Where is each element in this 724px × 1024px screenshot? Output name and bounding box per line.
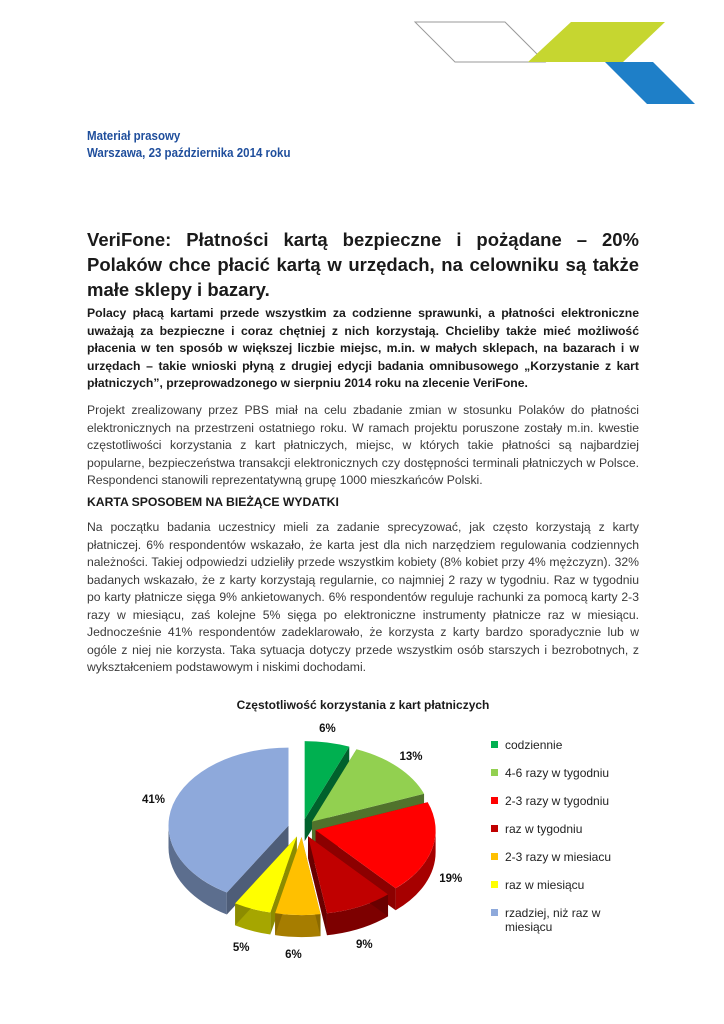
pie-slice-wall [275, 913, 320, 937]
legend-label: codziennie [505, 738, 563, 752]
pie-data-label: 6% [319, 722, 336, 735]
pie-data-label: 6% [285, 948, 302, 961]
body-paragraph-1: Projekt zrealizowany przez PBS miał na celu zbadanie zmian w stosunku Polaków do płatności elektronicznych na przestrzeni ostatniego roku. W ramach projektu poruszone zostały m.in. kwestie częstotliwości korzystania z kart płatniczych, miejsc, w których takie płatności są najbardziej popularne, bezpieczeństwa transakcji elektronicznych czy dostępności terminali płatniczych w Polsce. Respondenci stanowili reprezentatywną grupę 1000 mieszkańców Polski. [87, 403, 639, 487]
legend-label: rzadziej, niż raz w miesiącu [505, 906, 601, 934]
logo-green-shape [528, 22, 665, 62]
legend-label: 2-3 razy w miesiacu [505, 850, 612, 864]
pie-chart [87, 688, 639, 978]
press-release-meta [87, 128, 308, 162]
pie-data-label: 13% [399, 750, 423, 763]
legend-swatch [491, 741, 498, 748]
body-paragraph-2: Na początku badania uczestnicy mieli za zadanie sprecyzować, jak często korzystają z karty płatniczej. 6% respondentów wskazało, że karta jest dla nich narzędziem regulowania codziennych należności. Takiej odpowiedzi udzieliły przede wszystkim kobiety (8% kobiet przy 4% mężczyzn). 32% badanych wskazało, że z karty korzystają regularnie, co najmniej 2 razy w tygodniu. Raz w tygodniu po karty płatnicze sięga 9% ankietowanych. 6% respondentów reguluje rachunki za pomocą karty 2-3 razy w miesiącu, zaś kolejne 5% sięga po elektroniczne instrumenty płatnicze raz w miesiącu. Jednocześnie 41% respondentów zadeklarowało, że korzysta z karty bardzo sporadycznie lub w ogóle z niej nie korzysta. Taka sytuacja dotyczy przede wszystkim osób starszych i bezrobotnych, z wykształceniem podstawowym i niskimi dochodami. [87, 520, 639, 674]
doc-type: Materiał prasowy [87, 129, 181, 143]
legend-swatch [491, 825, 498, 832]
section-heading: KARTA SPOSOBEM NA BIEŻĄCE WYDATKI [87, 495, 339, 509]
logo-outline-shape [415, 22, 545, 62]
legend-label: raz w tygodniu [505, 822, 583, 836]
legend-item [491, 794, 631, 822]
legend-item [491, 822, 631, 850]
pie-data-label: 9% [356, 939, 373, 952]
legend-item [491, 878, 631, 906]
chart-title: Częstotliwość korzystania z kart płatniczych [236, 698, 490, 712]
pie-data-label: 41% [141, 794, 165, 807]
legend-label: raz w miesiącu [505, 878, 585, 892]
legend-swatch [491, 769, 498, 776]
legend-item [491, 906, 631, 934]
legend-item [491, 738, 631, 766]
legend-swatch [491, 797, 498, 804]
verifone-logo [405, 20, 705, 115]
lead-paragraph: Polacy płacą kartami przede wszystkim za codzienne sprawunki, a płatności elektroniczne uważają za bezpieczne i coraz chętniej z nich korzystają. Chcieliby także mieć możliwość płacenia w ten sposób w większej liczbie miejsc, m.in. w małych sklepach, na bazarach i w urzędach – takie wnioski płyną z drugiej edycji badania omnibusowego „Korzystanie z kart płatniczych”, przeprowadzonego w sierpniu 2014 roku na zlecenie VeriFone. [87, 306, 639, 391]
legend-swatch [491, 853, 498, 860]
chart-legend [491, 738, 631, 934]
legend-swatch [491, 909, 498, 916]
pie-data-label: 19% [439, 872, 463, 885]
legend-item [491, 766, 631, 794]
article-title: VeriFone: Płatności kartą bezpieczne i pożądane – 20% Polaków chce płacić kartą w urzędach, na celowniku są także małe sklepy i bazary. [87, 229, 639, 300]
legend-item [491, 850, 631, 878]
legend-label: 2-3 razy w tygodniu [505, 794, 610, 808]
place-date: Warszawa, 23 października 2014 roku [87, 146, 291, 160]
legend-swatch [491, 881, 498, 888]
logo-blue-shape [605, 62, 695, 104]
legend-label: 4-6 razy w tygodniu [505, 766, 610, 780]
pie-data-label: 5% [232, 941, 250, 954]
